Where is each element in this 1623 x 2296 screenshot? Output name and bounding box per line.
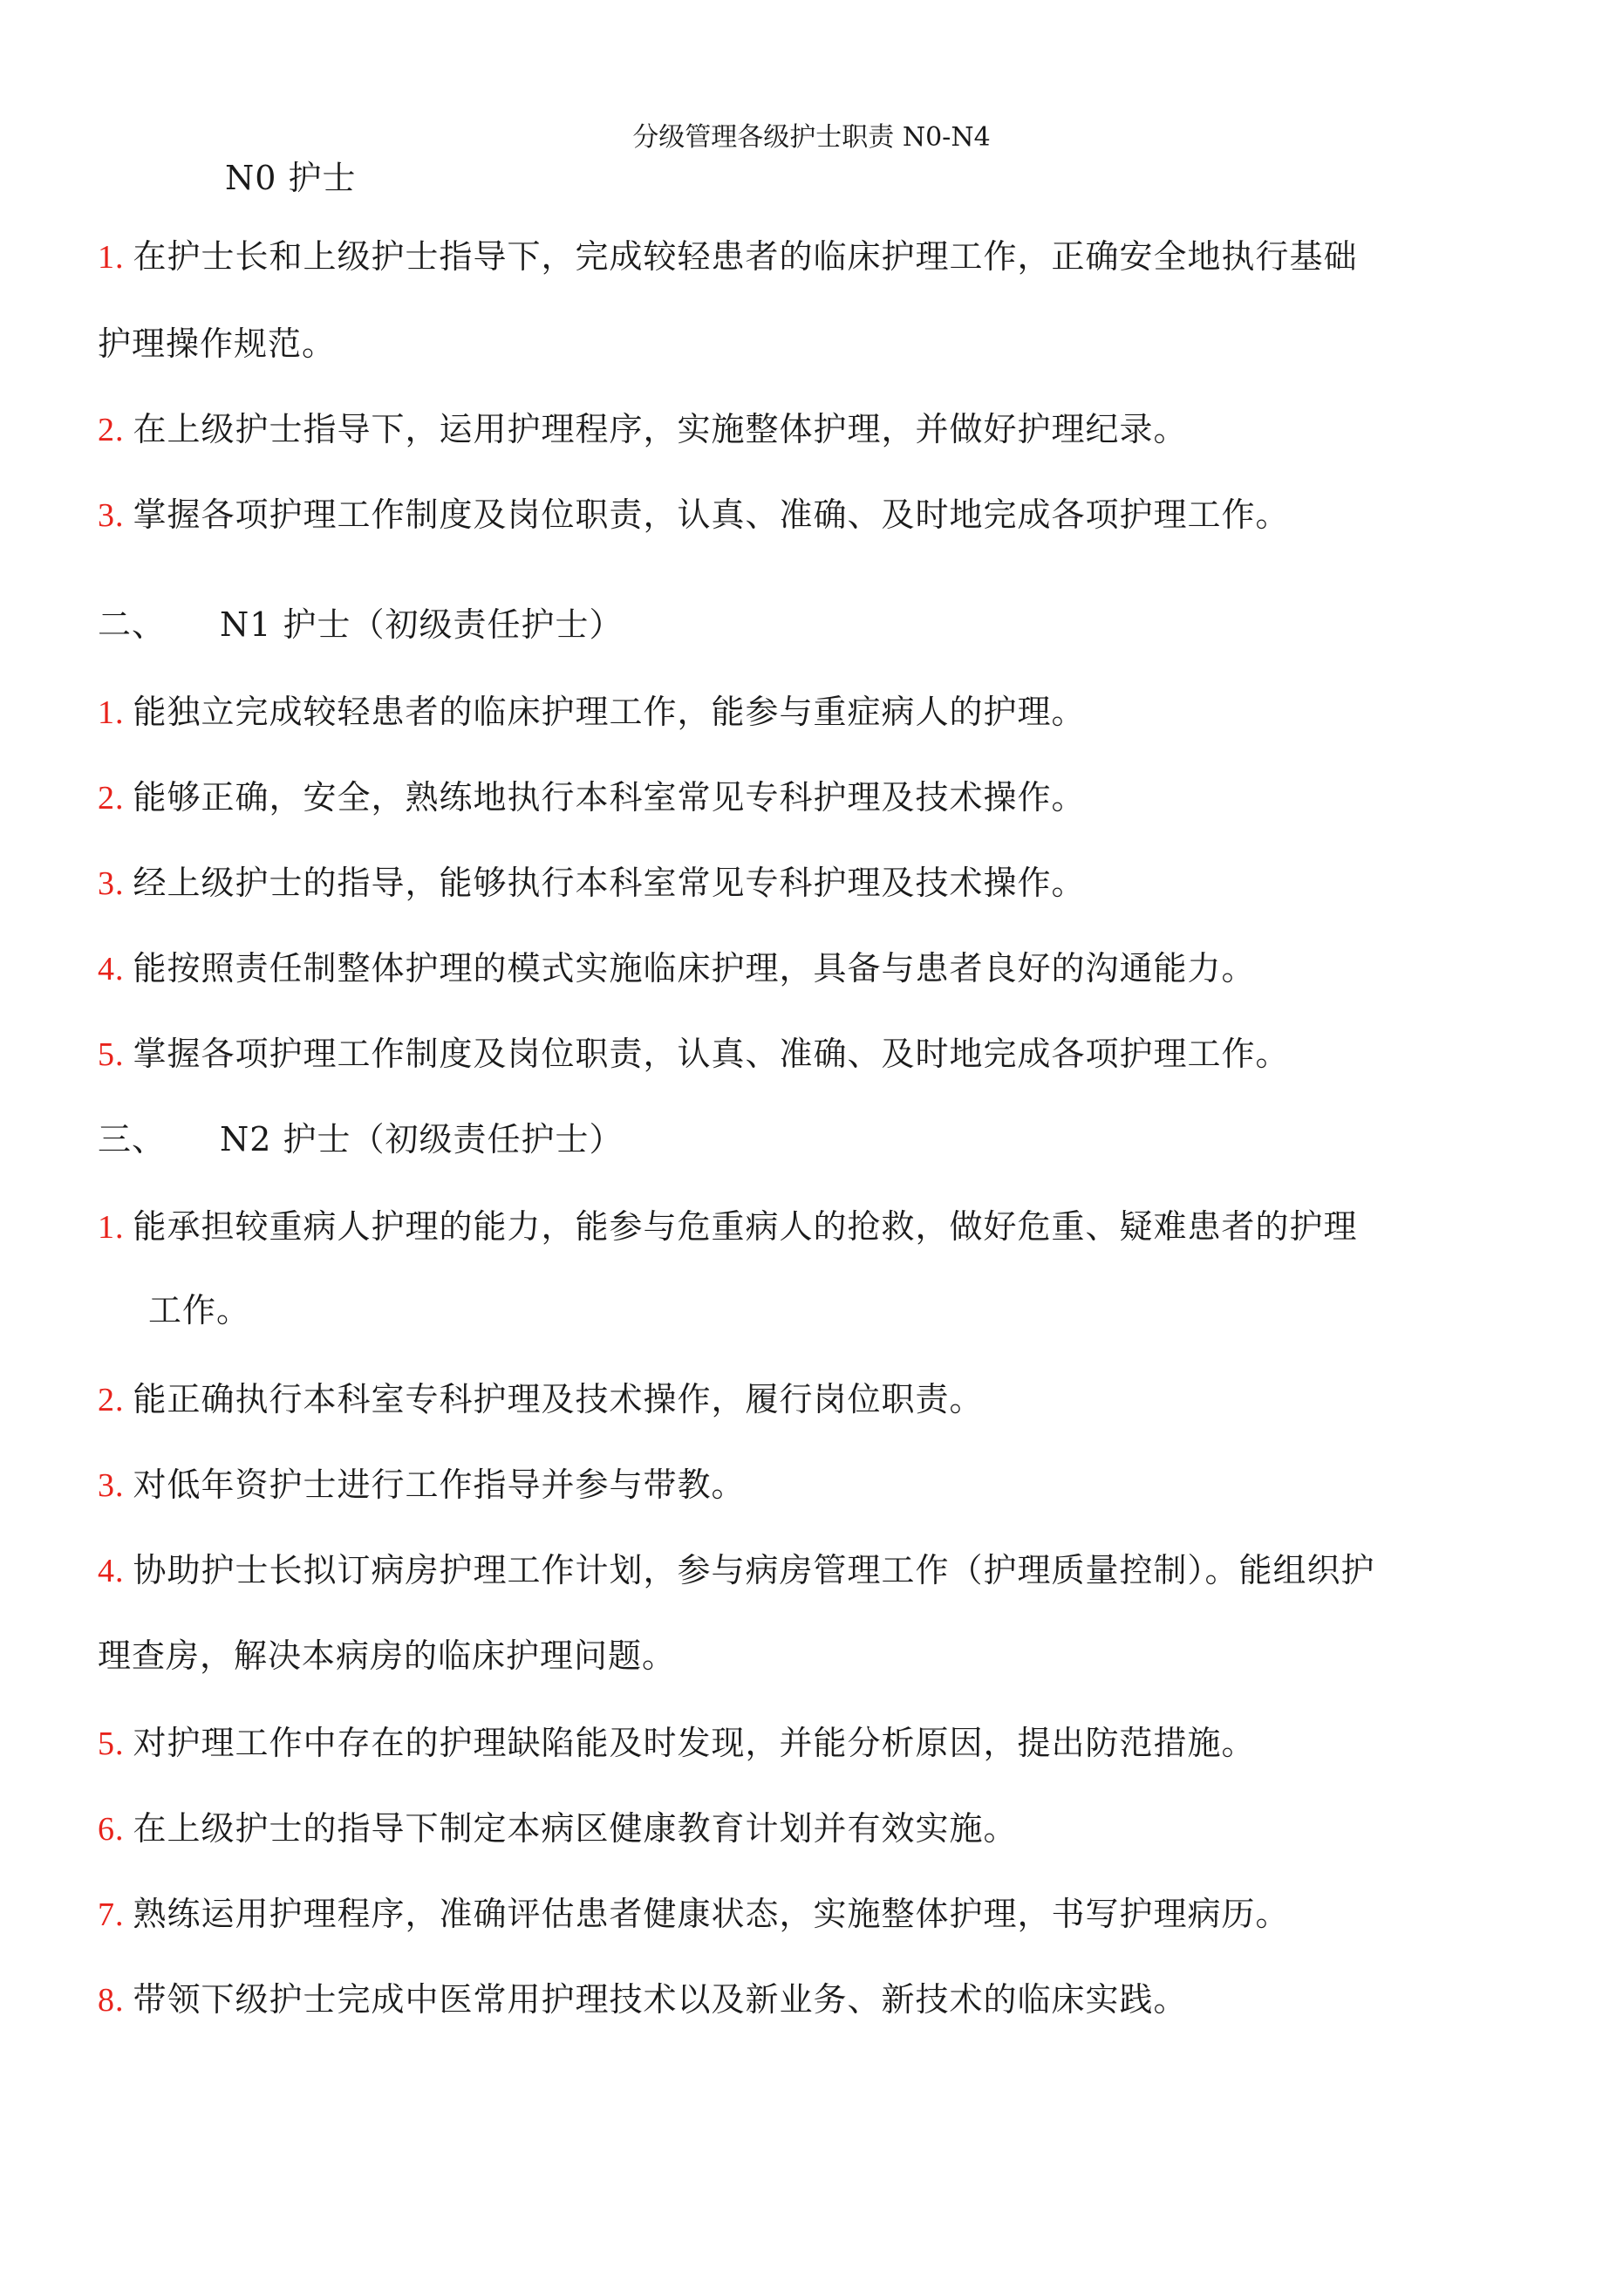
section-heading-n0: N0 护士 [225, 159, 357, 197]
list-item [98, 860, 1086, 906]
section-ordinal: 二、 [98, 605, 167, 644]
list-item [98, 234, 1358, 280]
list-item [98, 1891, 1290, 1937]
item-text: 在护士长和上级护士指导下，完成较轻患者的临床护理工作，正确安全地执行基础 [133, 237, 1358, 276]
item-number: 3. [98, 1467, 125, 1504]
item-number: 8. [98, 1982, 125, 2019]
item-text: 经上级护士的指导，能够执行本科室常见专科护理及技术操作。 [133, 864, 1086, 902]
item-number: 6. [98, 1811, 125, 1848]
list-item [98, 689, 1086, 735]
item-text: 掌握各项护理工作制度及岗位职责，认真、准确、及时地完成各项护理工作。 [133, 495, 1290, 534]
item-number: 1. [98, 694, 125, 731]
item-text: 能够正确，安全，熟练地执行本科室常见专科护理及技术操作。 [133, 778, 1086, 817]
list-item [98, 492, 1290, 538]
item-text: 带领下级护士完成中医常用护理技术以及新业务、新技术的临床实践。 [133, 1980, 1188, 2019]
item-text: 在上级护士指导下，运用护理程序，实施整体护理，并做好护理纪录。 [133, 410, 1188, 448]
section-heading-n1 [98, 602, 624, 647]
item-number: 3. [98, 497, 125, 534]
item-number: 5. [98, 1725, 125, 1762]
item-number: 7. [98, 1896, 125, 1933]
item-continuation: 工作。 [148, 1291, 251, 1329]
list-item [98, 946, 1256, 992]
item-text: 能正确执行本科室专科护理及技术操作，履行岗位职责。 [133, 1380, 984, 1418]
item-number: 2. [98, 780, 125, 817]
list-item [98, 1377, 984, 1423]
list-item [98, 1204, 1358, 1250]
list-item [98, 1548, 1375, 1594]
list-item [98, 1462, 746, 1508]
section-title: N2 护士（初级责任护士） [220, 1120, 624, 1158]
item-text: 能按照责任制整体护理的模式实施临床护理，具备与患者良好的沟通能力。 [133, 949, 1256, 987]
item-continuation: 理查房，解决本病房的临床护理问题。 [98, 1637, 677, 1675]
page-title: 分级管理各级护士职责 N0-N4 [632, 122, 991, 153]
list-item [98, 1031, 1290, 1077]
list-item [98, 1977, 1188, 2023]
item-number: 4. [98, 951, 125, 987]
item-text: 对低年资护士进行工作指导并参与带教。 [133, 1466, 746, 1504]
section-ordinal: 三、 [98, 1120, 167, 1158]
item-text: 在上级护士的指导下制定本病区健康教育计划并有效实施。 [133, 1809, 1018, 1848]
list-item [98, 407, 1188, 453]
item-number: 2. [98, 412, 125, 448]
item-text: 熟练运用护理程序，准确评估患者健康状态，实施整体护理，书写护理病历。 [133, 1895, 1290, 1933]
item-text: 协助护士长拟订病房护理工作计划，参与病房管理工作（护理质量控制）。能组织护 [133, 1551, 1375, 1589]
item-text: 掌握各项护理工作制度及岗位职责，认真、准确、及时地完成各项护理工作。 [133, 1035, 1290, 1073]
section-heading-n2 [98, 1117, 624, 1162]
item-number: 3. [98, 865, 125, 902]
item-number: 2. [98, 1382, 125, 1418]
item-number: 5. [98, 1036, 125, 1073]
item-number: 1. [98, 239, 125, 276]
list-item [98, 1720, 1256, 1766]
section-title: N1 护士（初级责任护士） [220, 605, 624, 644]
item-continuation: 护理操作规范。 [98, 325, 337, 363]
item-number: 4. [98, 1553, 125, 1589]
list-item [98, 775, 1086, 821]
item-text: 能独立完成较轻患者的临床护理工作，能参与重症病人的护理。 [133, 693, 1086, 731]
item-text: 能承担较重病人护理的能力，能参与危重病人的抢救，做好危重、疑难患者的护理 [133, 1207, 1358, 1246]
list-item [98, 1806, 1018, 1852]
item-text: 对护理工作中存在的护理缺陷能及时发现，并能分析原因，提出防范措施。 [133, 1724, 1256, 1762]
item-number: 1. [98, 1209, 125, 1246]
